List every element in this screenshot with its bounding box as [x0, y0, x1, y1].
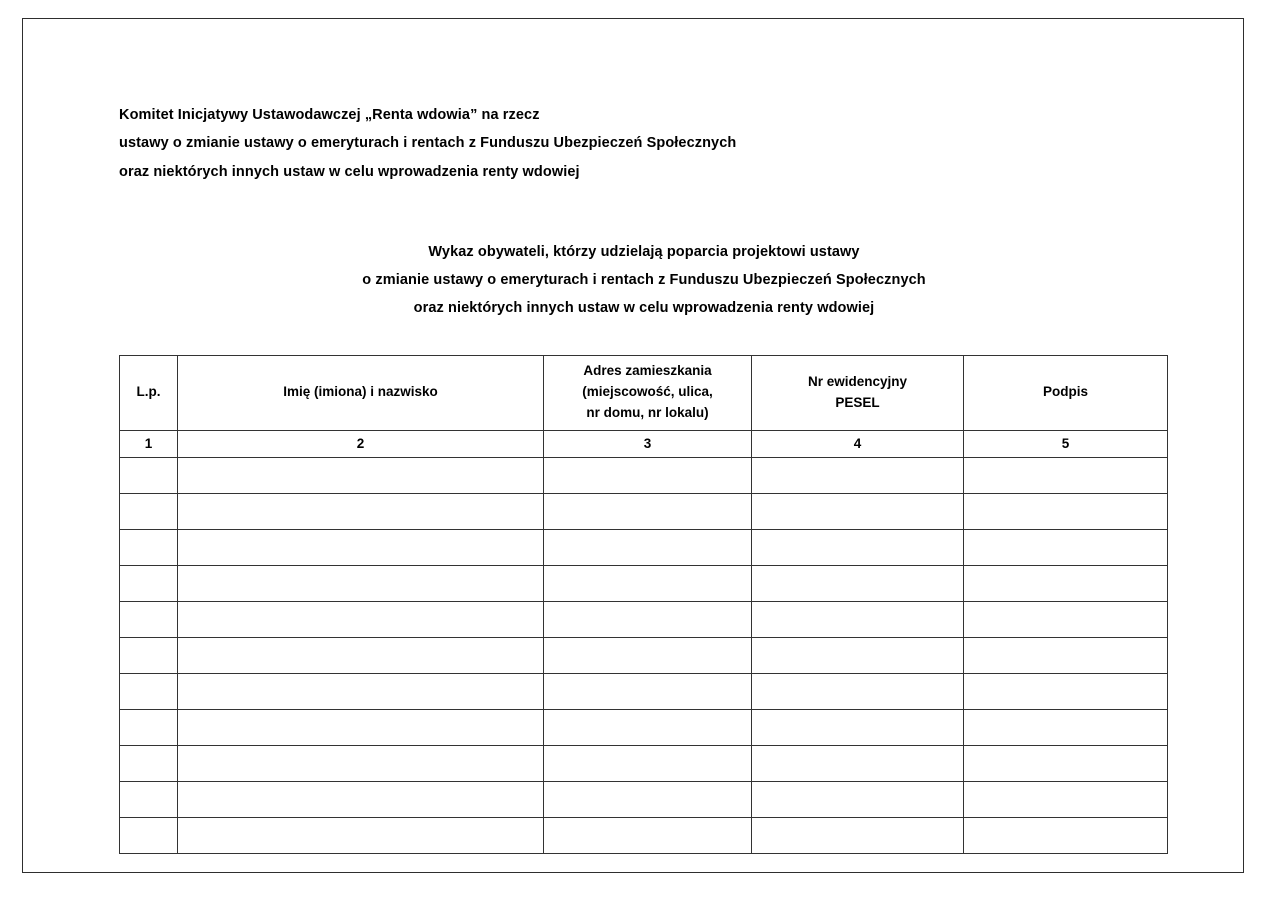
column-number-3: 3 — [544, 430, 752, 457]
cell-address[interactable] — [544, 457, 752, 493]
committee-heading-line-3: oraz niektórych innych ustaw w celu wprowadzenia renty wdowiej — [119, 163, 580, 180]
column-header-pesel — [752, 355, 964, 430]
cell-address[interactable] — [544, 565, 752, 601]
cell-signature[interactable] — [964, 565, 1168, 601]
committee-heading — [119, 101, 1169, 186]
cell-address[interactable] — [544, 673, 752, 709]
list-title-line-2: o zmianie ustawy o emeryturach i rentach z Funduszu Ubezpieczeń Społecznych — [362, 272, 926, 289]
cell-pesel[interactable] — [752, 745, 964, 781]
column-header-lp — [120, 355, 178, 430]
table-row[interactable] — [120, 565, 1168, 601]
table-row[interactable] — [120, 493, 1168, 529]
cell-name[interactable] — [178, 637, 544, 673]
table-row[interactable] — [120, 673, 1168, 709]
cell-lp[interactable] — [120, 529, 178, 565]
table-row[interactable] — [120, 637, 1168, 673]
document-page — [22, 18, 1244, 873]
cell-signature[interactable] — [964, 529, 1168, 565]
cell-pesel[interactable] — [752, 457, 964, 493]
column-number-1: 1 — [120, 430, 178, 457]
cell-lp[interactable] — [120, 781, 178, 817]
cell-name[interactable] — [178, 745, 544, 781]
cell-pesel[interactable] — [752, 673, 964, 709]
cell-pesel[interactable] — [752, 601, 964, 637]
table-row[interactable] — [120, 529, 1168, 565]
cell-address[interactable] — [544, 529, 752, 565]
cell-name[interactable] — [178, 673, 544, 709]
cell-lp[interactable] — [120, 457, 178, 493]
cell-lp[interactable] — [120, 637, 178, 673]
column-header-address-line-3: nr domu, nr lokalu) — [586, 405, 709, 421]
column-number-4: 4 — [752, 430, 964, 457]
cell-name[interactable] — [178, 601, 544, 637]
list-title — [119, 238, 1169, 323]
column-header-address — [544, 355, 752, 430]
column-number-5: 5 — [964, 430, 1168, 457]
column-header-name — [178, 355, 544, 430]
table-header-row — [120, 355, 1168, 430]
cell-signature[interactable] — [964, 673, 1168, 709]
document-content — [119, 101, 1169, 854]
cell-lp[interactable] — [120, 673, 178, 709]
column-header-pesel-line-2: PESEL — [835, 394, 880, 410]
table-row[interactable] — [120, 709, 1168, 745]
column-header-address-line-1: Adres zamieszkania — [583, 363, 712, 379]
cell-lp[interactable] — [120, 817, 178, 853]
cell-name[interactable] — [178, 817, 544, 853]
cell-address[interactable] — [544, 781, 752, 817]
cell-signature[interactable] — [964, 781, 1168, 817]
cell-signature[interactable] — [964, 637, 1168, 673]
signature-table — [119, 355, 1168, 854]
cell-address[interactable] — [544, 745, 752, 781]
cell-address[interactable] — [544, 637, 752, 673]
column-header-signature — [964, 355, 1168, 430]
column-header-pesel-line-1: Nr ewidencyjny — [807, 373, 908, 389]
cell-name[interactable] — [178, 565, 544, 601]
cell-name[interactable] — [178, 457, 544, 493]
table-row[interactable] — [120, 745, 1168, 781]
cell-signature[interactable] — [964, 457, 1168, 493]
cell-name[interactable] — [178, 529, 544, 565]
cell-pesel[interactable] — [752, 529, 964, 565]
column-header-lp-line-1: L.p. — [136, 384, 161, 400]
column-number-row — [120, 430, 1168, 457]
column-header-address-line-2: (miejscowość, ulica, — [582, 384, 713, 400]
cell-lp[interactable] — [120, 601, 178, 637]
column-header-signature-line-1: Podpis — [1042, 384, 1088, 400]
cell-lp[interactable] — [120, 709, 178, 745]
cell-lp[interactable] — [120, 493, 178, 529]
list-title-line-3: oraz niektórych innych ustaw w celu wprowadzenia renty wdowiej — [413, 300, 875, 317]
cell-address[interactable] — [544, 493, 752, 529]
cell-name[interactable] — [178, 709, 544, 745]
cell-pesel[interactable] — [752, 709, 964, 745]
cell-signature[interactable] — [964, 817, 1168, 853]
column-header-name-line-1: Imię (imiona) i nazwisko — [283, 384, 438, 400]
cell-signature[interactable] — [964, 745, 1168, 781]
cell-pesel[interactable] — [752, 493, 964, 529]
cell-lp[interactable] — [120, 565, 178, 601]
table-row[interactable] — [120, 601, 1168, 637]
cell-signature[interactable] — [964, 601, 1168, 637]
cell-pesel[interactable] — [752, 817, 964, 853]
table-row[interactable] — [120, 817, 1168, 853]
cell-pesel[interactable] — [752, 781, 964, 817]
table-row[interactable] — [120, 457, 1168, 493]
cell-name[interactable] — [178, 781, 544, 817]
cell-signature[interactable] — [964, 709, 1168, 745]
cell-lp[interactable] — [120, 745, 178, 781]
committee-heading-line-1: Komitet Inicjatywy Ustawodawczej „Renta wdowia” na rzecz — [119, 107, 540, 123]
committee-heading-line-2: ustawy o zmianie ustawy o emeryturach i rentach z Funduszu Ubezpieczeń Społecznych — [119, 135, 737, 152]
cell-pesel[interactable] — [752, 637, 964, 673]
cell-address[interactable] — [544, 817, 752, 853]
cell-address[interactable] — [544, 601, 752, 637]
cell-address[interactable] — [544, 709, 752, 745]
list-title-line-1: Wykaz obywateli, którzy udzielają poparcia projektowi ustawy — [428, 243, 860, 260]
table-row[interactable] — [120, 781, 1168, 817]
cell-signature[interactable] — [964, 493, 1168, 529]
column-number-2: 2 — [178, 430, 544, 457]
cell-name[interactable] — [178, 493, 544, 529]
cell-pesel[interactable] — [752, 565, 964, 601]
table-body — [120, 430, 1168, 853]
